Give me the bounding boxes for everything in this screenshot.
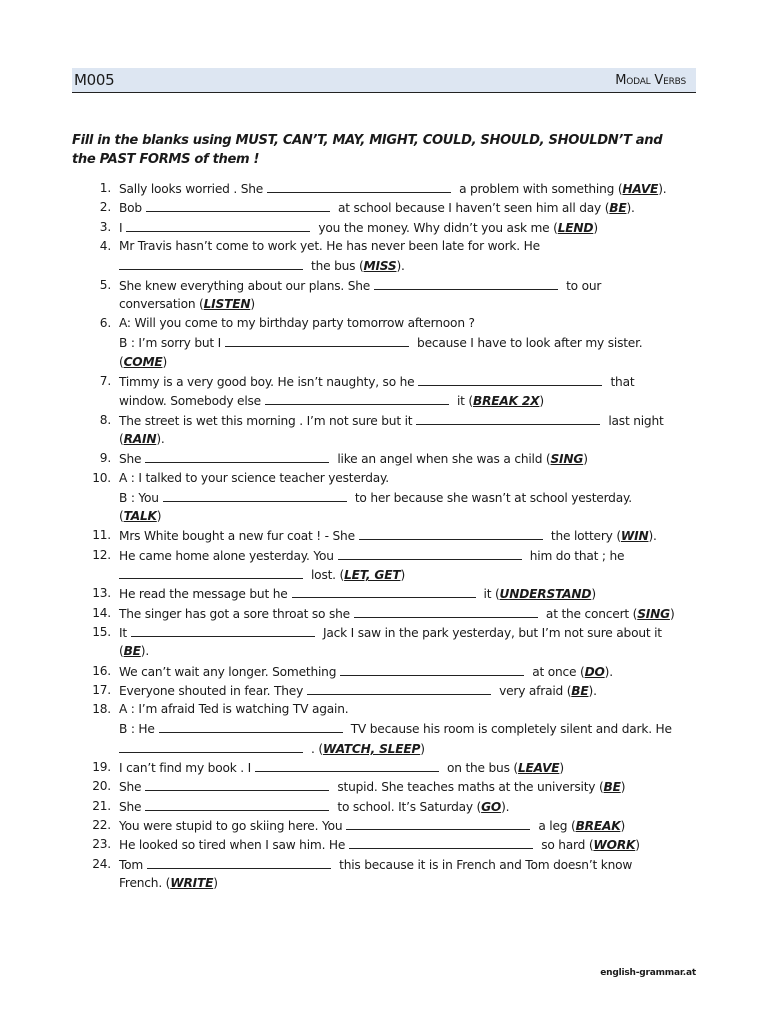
exercise-line — [119, 314, 709, 333]
exercise-line — [119, 777, 709, 797]
sentence-end: ) — [559, 761, 564, 775]
exercise-line — [119, 295, 709, 314]
verb-hint: RAIN — [123, 431, 157, 446]
exercise-number: 3. — [99, 219, 111, 234]
exercise-number: 9. — [99, 451, 111, 466]
verb-hint: WIN — [620, 529, 649, 544]
answer-blank[interactable] — [145, 797, 329, 811]
sentence-end: ) — [539, 394, 544, 409]
exercise-line — [119, 816, 709, 836]
answer-blank[interactable] — [340, 662, 524, 676]
sentence-text: at the concert ( — [545, 606, 638, 621]
answer-blank[interactable] — [159, 719, 343, 733]
exercise-line — [119, 546, 709, 566]
exercise-number: 21. — [92, 798, 111, 813]
sentence-text: A : I talked to your science teacher yesterday. — [119, 470, 389, 485]
sentence-end: ). — [658, 182, 667, 196]
sentence-text: B : I’m sorry but I — [119, 336, 222, 351]
sentence-text: conversation ( — [119, 296, 204, 311]
exercise-line — [119, 333, 709, 353]
sentence-text: She — [119, 780, 142, 795]
exercise-number: 1. — [99, 181, 111, 195]
sentence-text: I — [119, 220, 123, 235]
verb-hint: BREAK — [575, 818, 621, 833]
exercise-line — [119, 758, 709, 778]
sentence-text: him do that ; he — [529, 548, 625, 563]
sentence-text: so hard ( — [541, 838, 594, 853]
verb-hint: DO — [584, 664, 605, 679]
answer-blank[interactable] — [147, 855, 331, 869]
sentence-text: lost. ( — [311, 568, 345, 582]
verb-hint: HAVE — [622, 182, 659, 196]
exercise-line — [119, 700, 709, 719]
sentence-text: He read the message but he — [119, 587, 288, 602]
sentence-end: ). — [588, 683, 597, 698]
verb-hint: BE — [603, 780, 621, 795]
sentence-text: Timmy is a very good boy. He isn’t naughty, so he — [119, 375, 415, 389]
exercise-number: 24. — [92, 856, 111, 871]
exercise-number: 2. — [99, 200, 111, 215]
sentence-text: ( — [119, 431, 124, 446]
sentence-text: TV because his room is completely silent and dark. He — [350, 722, 672, 737]
answer-blank[interactable] — [163, 488, 347, 502]
sentence-end: ) — [420, 741, 425, 756]
sentence-text: Jack I saw in the park yesterday, but I’m not sure about it — [322, 625, 662, 640]
sentence-text: you the money. Why didn’t you ask me ( — [318, 220, 558, 235]
exercise-line — [119, 526, 709, 546]
sentence-text: the lottery ( — [550, 529, 621, 544]
sentence-text: We can’t wait any longer. Something — [119, 664, 337, 679]
answer-blank[interactable] — [146, 198, 330, 212]
sentence-end: ) — [213, 875, 218, 890]
sentence-text: The street is wet this morning . I’m not sure but it — [119, 413, 413, 428]
answer-blank[interactable] — [307, 681, 491, 695]
verb-hint: BE — [123, 644, 141, 659]
sentence-text: it ( — [483, 587, 500, 602]
sentence-end: ) — [669, 606, 675, 621]
verb-hint: TALK — [123, 509, 157, 524]
sentence-text: the bus ( — [311, 259, 364, 274]
sentence-text: Sally looks worried . She — [119, 182, 264, 196]
answer-blank[interactable] — [131, 623, 315, 637]
worksheet-code: M005 — [74, 71, 115, 89]
sentence-text: Tom — [119, 857, 144, 872]
sentence-text: to our — [566, 278, 602, 293]
sentence-text: He came home alone yesterday. You — [119, 548, 334, 563]
verb-hint: SING — [550, 452, 584, 467]
answer-blank[interactable] — [349, 835, 533, 849]
exercise-line — [119, 469, 709, 488]
exercise-number: 8. — [99, 412, 111, 427]
sentence-end: ) — [162, 354, 168, 369]
exercise-line — [119, 372, 709, 392]
answer-blank[interactable] — [119, 739, 303, 753]
verb-hint: LEAVE — [517, 761, 560, 775]
sentence-end: ) — [620, 818, 626, 833]
exercise-line — [119, 488, 709, 508]
exercise-line — [119, 623, 709, 643]
verb-hint: WRITE — [170, 875, 214, 890]
sentence-text: at once ( — [532, 664, 585, 679]
exercise-line — [119, 584, 709, 604]
sentence-text: The singer has got a sore throat so she — [119, 606, 350, 621]
exercise-number: 11. — [92, 528, 111, 543]
sentence-end: ). — [648, 529, 657, 544]
sentence-text: to school. It’s Saturday ( — [337, 799, 482, 814]
sentence-text: French. ( — [119, 875, 171, 890]
exercise-number: 5. — [99, 277, 111, 292]
sentence-text: because I have to look after my sister. — [417, 336, 643, 351]
answer-blank[interactable] — [119, 565, 303, 579]
exercise-line — [119, 835, 709, 855]
verb-hint: BREAK 2X — [472, 394, 540, 409]
exercise-number: 6. — [99, 316, 111, 331]
sentence-end: ) — [591, 587, 596, 602]
exercise-line — [119, 218, 709, 238]
sentence-text: ( — [119, 354, 124, 369]
exercise-line — [119, 449, 709, 469]
sentence-end: ) — [250, 296, 255, 311]
exercise-line — [119, 797, 709, 817]
sentence-end: ) — [156, 509, 162, 524]
exercise-line — [119, 237, 709, 256]
verb-hint: LEND — [557, 220, 594, 235]
sentence-text: A: Will you come to my birthday party tomorrow afternoon ? — [119, 316, 475, 331]
exercise-number: 14. — [92, 605, 111, 620]
exercise-line — [119, 604, 709, 624]
sentence-text: . ( — [311, 741, 323, 756]
worksheet-topic: Modal Verbs — [615, 73, 686, 88]
sentence-text: Mrs White bought a new fur coat ! - She — [119, 529, 355, 544]
sentence-end: ) — [635, 838, 640, 853]
sentence-text: last night — [608, 413, 664, 428]
verb-hint: MISS — [363, 259, 397, 274]
sentence-text: He looked so tired when I saw him. He — [119, 838, 346, 853]
answer-blank[interactable] — [225, 333, 409, 347]
verb-hint: LET, GET — [344, 568, 401, 582]
sentence-text: You were stupid to go skiing here. You — [119, 818, 343, 833]
verb-hint: BE — [609, 201, 627, 216]
sentence-end: ). — [396, 259, 405, 274]
exercise-number: 20. — [92, 779, 111, 794]
exercise-line — [119, 565, 709, 585]
answer-blank[interactable] — [338, 546, 522, 560]
verb-hint: BE — [571, 683, 589, 698]
sentence-text: Bob — [119, 201, 142, 216]
sentence-text: this because it is in French and Tom doesn’t know — [339, 857, 633, 872]
exercise-line — [119, 411, 709, 431]
verb-hint: SING — [637, 606, 670, 621]
sentence-text: a leg ( — [538, 818, 576, 833]
exercise-line — [119, 179, 709, 199]
verb-hint: UNDERSTAND — [499, 587, 592, 602]
exercise-line — [119, 874, 709, 893]
sentence-text: B : He — [119, 722, 155, 737]
footer-website: english-grammar.at — [600, 968, 696, 978]
answer-blank[interactable] — [145, 449, 329, 463]
exercise-line — [119, 739, 709, 759]
answer-blank[interactable] — [126, 218, 310, 232]
sentence-text: She — [119, 799, 142, 814]
exercise-line — [119, 662, 709, 682]
exercise-line — [119, 353, 709, 372]
sentence-end: ) — [400, 568, 406, 582]
exercise-line — [119, 719, 709, 739]
answer-blank[interactable] — [267, 179, 451, 193]
sentence-end: ) — [593, 220, 598, 235]
page-header — [72, 68, 696, 93]
answer-blank[interactable] — [255, 758, 439, 772]
answer-blank[interactable] — [265, 391, 449, 405]
exercise-line — [119, 681, 709, 701]
sentence-end: ). — [156, 431, 165, 446]
answer-blank[interactable] — [292, 584, 476, 598]
sentence-end: ). — [140, 644, 150, 659]
sentence-text: It — [119, 625, 127, 640]
sentence-text: window. Somebody else — [119, 394, 261, 409]
exercise-line — [119, 256, 709, 276]
sentence-text: ( — [119, 509, 124, 524]
exercise-number: 19. — [92, 760, 111, 774]
answer-blank[interactable] — [346, 816, 530, 830]
exercise-line — [119, 855, 709, 875]
exercise-line — [119, 430, 709, 449]
sentence-text: She — [119, 452, 142, 467]
sentence-end: ). — [604, 664, 613, 679]
sentence-text: A : I’m afraid Ted is watching TV again. — [119, 702, 349, 717]
answer-blank[interactable] — [359, 526, 543, 540]
instructions: Fill in the blanks using MUST, CAN’T, MAY, MIGHT, COULD, SHOULD, SHOULDN’T and the PAST FORMS of them ! — [72, 133, 663, 167]
verb-hint: COME — [123, 354, 163, 369]
sentence-text: a problem with something ( — [459, 182, 623, 196]
sentence-end: ) — [583, 452, 588, 467]
verb-hint: WORK — [593, 838, 636, 853]
verb-hint: LISTEN — [203, 296, 251, 311]
exercise-number: 18. — [92, 702, 111, 717]
sentence-text: I can’t find my book . I — [119, 761, 251, 775]
answer-blank[interactable] — [354, 604, 538, 618]
sentence-text: to her because she wasn’t at school yesterday. — [354, 490, 632, 505]
answer-blank[interactable] — [374, 276, 558, 290]
exercise-number: 12. — [92, 547, 111, 562]
sentence-text: ( — [119, 644, 124, 659]
exercise-line — [119, 507, 709, 526]
exercise-number: 13. — [92, 586, 111, 601]
sentence-text: at school because I haven’t seen him all day ( — [337, 201, 610, 216]
exercise-number: 16. — [92, 663, 111, 678]
sentence-text: it ( — [456, 394, 473, 409]
sentence-text: on the bus ( — [446, 761, 518, 775]
verb-hint: WATCH, SLEEP — [322, 741, 421, 756]
sentence-text: She knew everything about our plans. She — [119, 278, 371, 293]
sentence-end: ) — [620, 780, 626, 795]
sentence-text: stupid. She teaches maths at the university ( — [337, 780, 604, 795]
sentence-end: ). — [501, 799, 510, 814]
answer-blank[interactable] — [416, 411, 600, 425]
exercise-number: 23. — [92, 837, 111, 852]
exercise-line — [119, 198, 709, 218]
exercise-number: 15. — [92, 624, 111, 639]
answer-blank[interactable] — [119, 256, 303, 270]
answer-blank[interactable] — [418, 372, 602, 386]
sentence-text: Mr Travis hasn’t come to work yet. He has never been late for work. He — [119, 238, 540, 253]
verb-hint: GO — [481, 799, 502, 814]
sentence-text: like an angel when she was a child ( — [337, 452, 551, 467]
exercise-line — [119, 276, 709, 296]
sentence-text: that — [610, 375, 635, 389]
exercise-line — [119, 642, 709, 661]
exercise-number: 4. — [99, 238, 111, 253]
sentence-text: Everyone shouted in fear. They — [119, 683, 304, 698]
exercise-number: 17. — [92, 682, 111, 697]
exercise-line — [119, 391, 709, 411]
answer-blank[interactable] — [145, 777, 329, 791]
sentence-text: very afraid ( — [499, 683, 572, 698]
sentence-end: ). — [626, 201, 635, 216]
exercise-number: 7. — [99, 374, 111, 388]
exercise-number: 10. — [92, 470, 111, 485]
exercise-number: 22. — [92, 817, 111, 832]
sentence-text: B : You — [119, 490, 159, 505]
